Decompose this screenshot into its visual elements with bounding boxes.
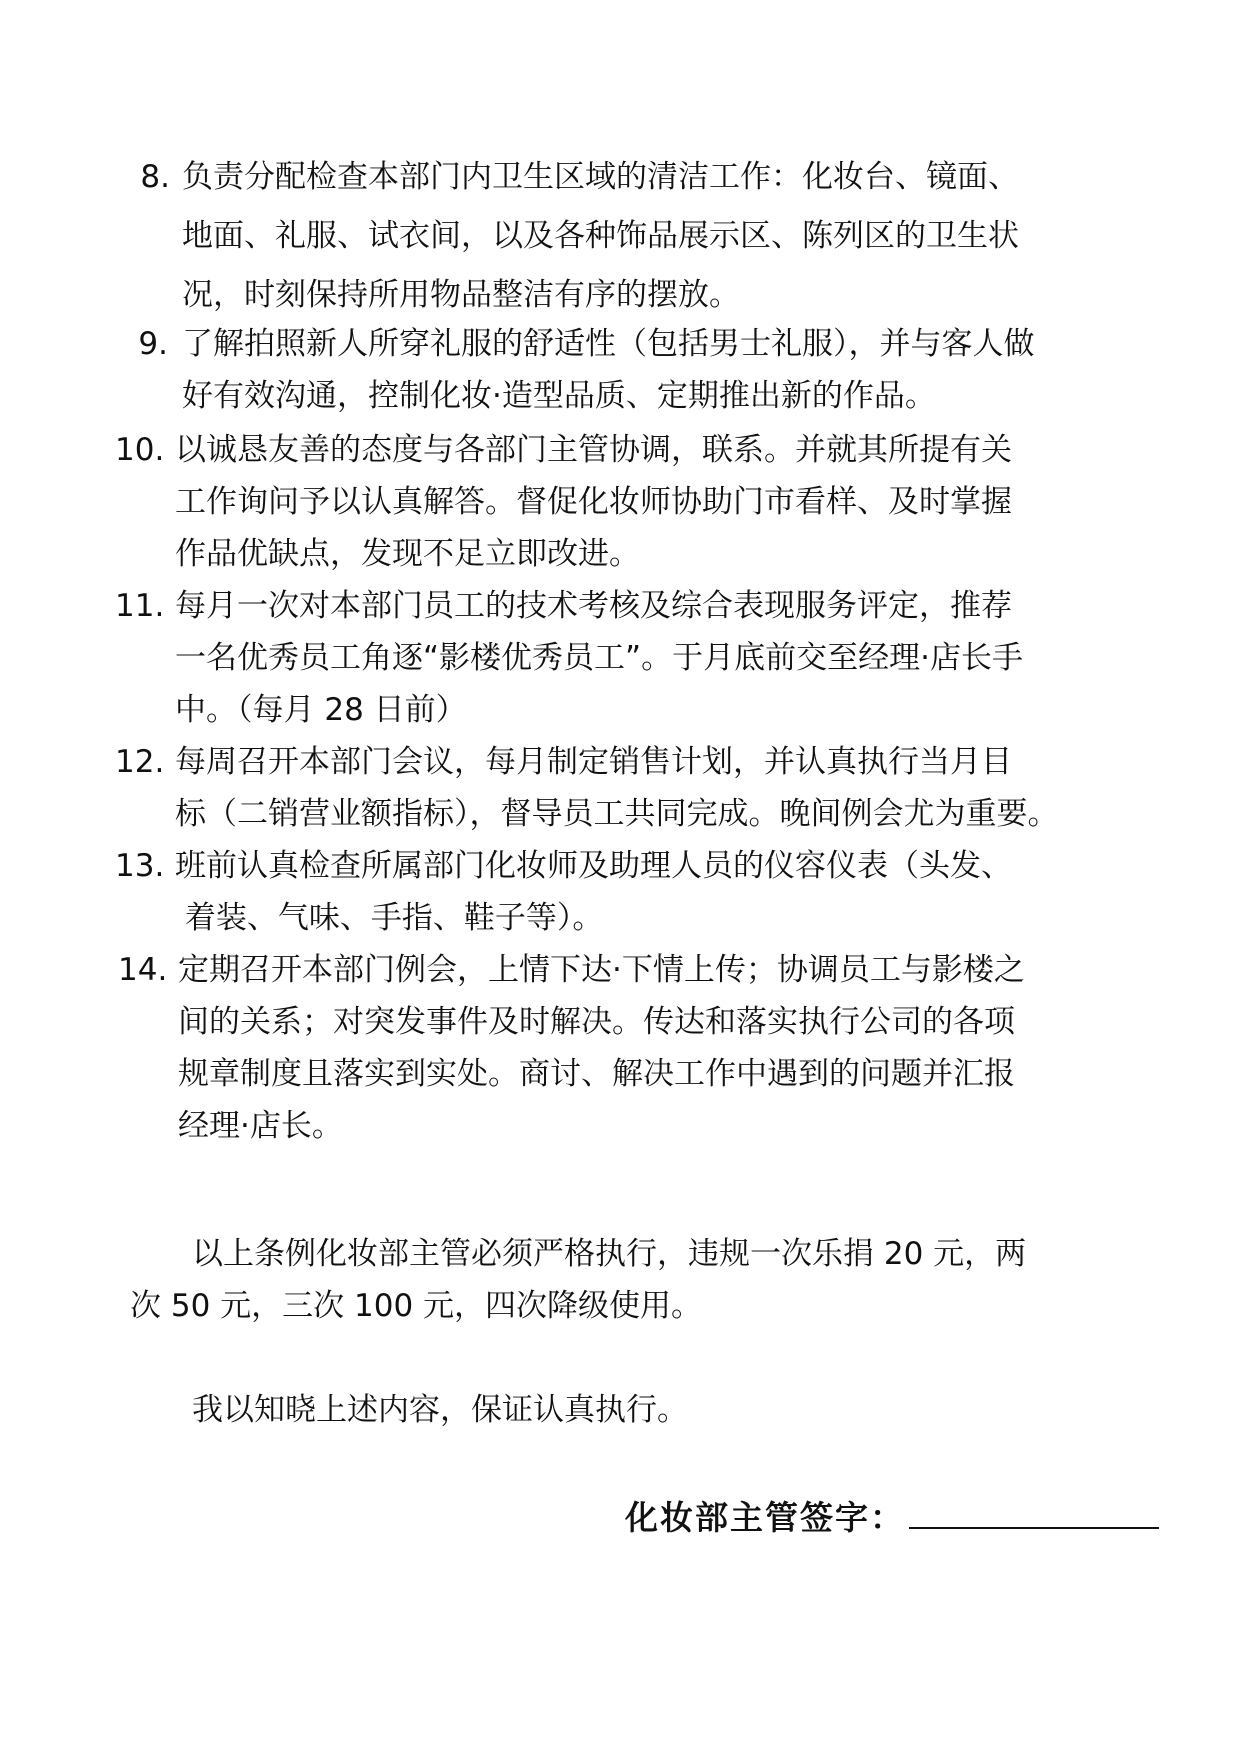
- signature-area: [625, 1492, 1159, 1539]
- item-text-line: 班前认真检查所属部门化妆师及助理人员的仪容仪表（头发、: [175, 848, 1012, 884]
- item-text-line: 每周召开本部门会议，每月制定销售计划，并认真执行当月目: [175, 744, 1012, 780]
- item-text-line: 一名优秀员工角逐“影楼优秀员工”。于月底前交至经理·店长手: [175, 640, 1023, 676]
- penalty-line: 以上条例化妆部主管必须严格执行，违规一次乐捐 20 元，两: [192, 1236, 1027, 1272]
- item-text-line: 经理·店长。: [178, 1108, 343, 1144]
- item-text-line: 规章制度且落实到实处。商讨、解决工作中遇到的问题并汇报: [178, 1056, 1015, 1092]
- list-item: [115, 840, 1145, 944]
- item-number: 11.: [115, 588, 165, 624]
- list-item: [118, 944, 1148, 1152]
- item-text-line: 了解拍照新人所穿礼服的舒适性（包括男士礼服），并与客人做: [182, 326, 1035, 362]
- list-item: [115, 424, 1135, 580]
- item-text-line: 每月一次对本部门员工的技术考核及综合表现服务评定，推荐: [175, 588, 1012, 624]
- penalty-paragraph: [130, 1228, 1150, 1332]
- signature-label: 化妆部主管签字：: [625, 1498, 905, 1537]
- item-number: 14.: [118, 952, 168, 988]
- list-item: [115, 580, 1135, 736]
- item-number: 10.: [115, 432, 165, 468]
- item-number: 9.: [138, 326, 168, 362]
- list-item: [130, 148, 1130, 325]
- item-text-line: 况，时刻保持所用物品整洁有序的摆放。: [182, 277, 740, 313]
- item-number: 8.: [140, 159, 170, 195]
- item-text-line: 好有效沟通，控制化妆·造型品质、定期推出新的作品。: [182, 378, 936, 414]
- item-text-line: 着装、气味、手指、鞋子等）。: [175, 900, 604, 936]
- item-text-line: 定期召开本部门例会，上情下达·下情上传；协调员工与影楼之: [178, 952, 1025, 988]
- item-text-line: 标（二销营业额指标），督导员工共同完成。晚间例会尤为重要。: [175, 796, 1059, 832]
- penalty-line: 次 50 元，三次 100 元，四次降级使用。: [130, 1288, 703, 1324]
- item-text-line: 负责分配检查本部门内卫生区域的清洁工作：化妆台、镜面、: [182, 159, 1019, 195]
- item-text-line: 作品优缺点，发现不足立即改进。: [175, 536, 640, 572]
- item-text-line: 中。（每月 28 日前）: [175, 692, 467, 728]
- item-text-line: 以诚恳友善的态度与各部门主管协调，联系。并就其所提有关: [175, 432, 1012, 468]
- item-text-line: 间的关系；对突发事件及时解决。传达和落实执行公司的各项: [178, 1004, 1015, 1040]
- signature-line[interactable]: [909, 1497, 1159, 1529]
- acknowledgement-text: 我以知晓上述内容，保证认真执行。: [192, 1392, 688, 1428]
- list-item: [128, 318, 1138, 422]
- item-text-line: 工作询问予以认真解答。督促化妆师协助门市看样、及时掌握: [175, 484, 1012, 520]
- list-item: [115, 736, 1145, 840]
- item-number: 13.: [115, 848, 165, 884]
- item-number: 12.: [115, 744, 165, 780]
- item-text-line: 地面、礼服、试衣间，以及各种饰品展示区、陈列区的卫生状: [182, 218, 1019, 254]
